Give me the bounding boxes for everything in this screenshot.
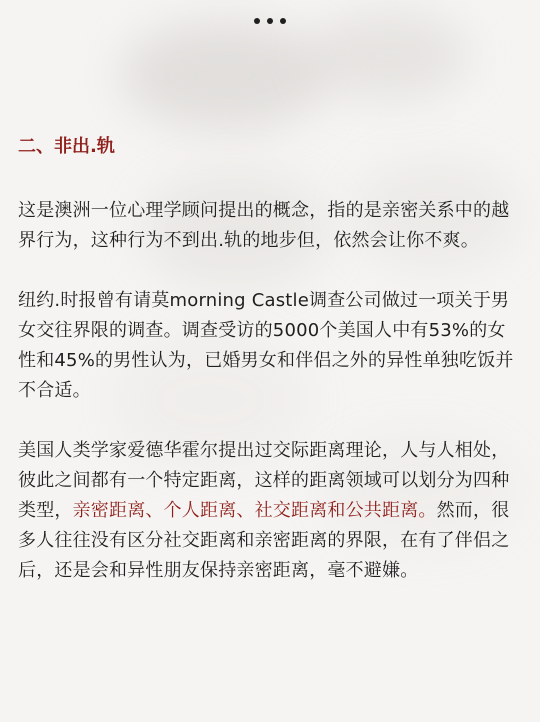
- paragraph-1: 这是澳洲一位心理学顾问提出的概念，指的是亲密关系中的越界行为，这种行为不到出.轨的地步但，依然会让你不爽。: [18, 200, 510, 251]
- background-blur-shape: [120, 20, 330, 130]
- article-content: [18, 132, 522, 586]
- more-options-icon[interactable]: [254, 18, 286, 24]
- menu-dot: [280, 18, 286, 24]
- paragraph-3-text-before: 美国人类学家爱德华霍尔提出过交际距离理论，人与人相处，彼此之间都有一个特定距离，这样的距离领域可以划分为四种类型，: [18, 440, 510, 521]
- paragraph-3-text-after: 然而，很多人往往没有区分社交距离和亲密距离的界限，在有了伴侣之后，还是会和异性朋友保持亲密距离，毫不避嫌。: [18, 500, 510, 581]
- background-blur-shape: [310, 10, 470, 100]
- menu-dot: [254, 18, 260, 24]
- section-heading: 二、非出.轨: [18, 136, 115, 157]
- highlighted-distance-types: 亲密距离、个人距离、社交距离和公共距离。: [72, 500, 437, 521]
- paragraph-2: 纽约.时报曾有请莫morning Castle调查公司做过一项关于男女交往界限的调查。调查受访的5000个美国人中有53%的女性和45%的男性认为，已婚男女和伴侣之外的异性单独吃饭并不合适。: [18, 290, 514, 401]
- menu-dot: [267, 18, 273, 24]
- paragraph-3: [18, 436, 522, 586]
